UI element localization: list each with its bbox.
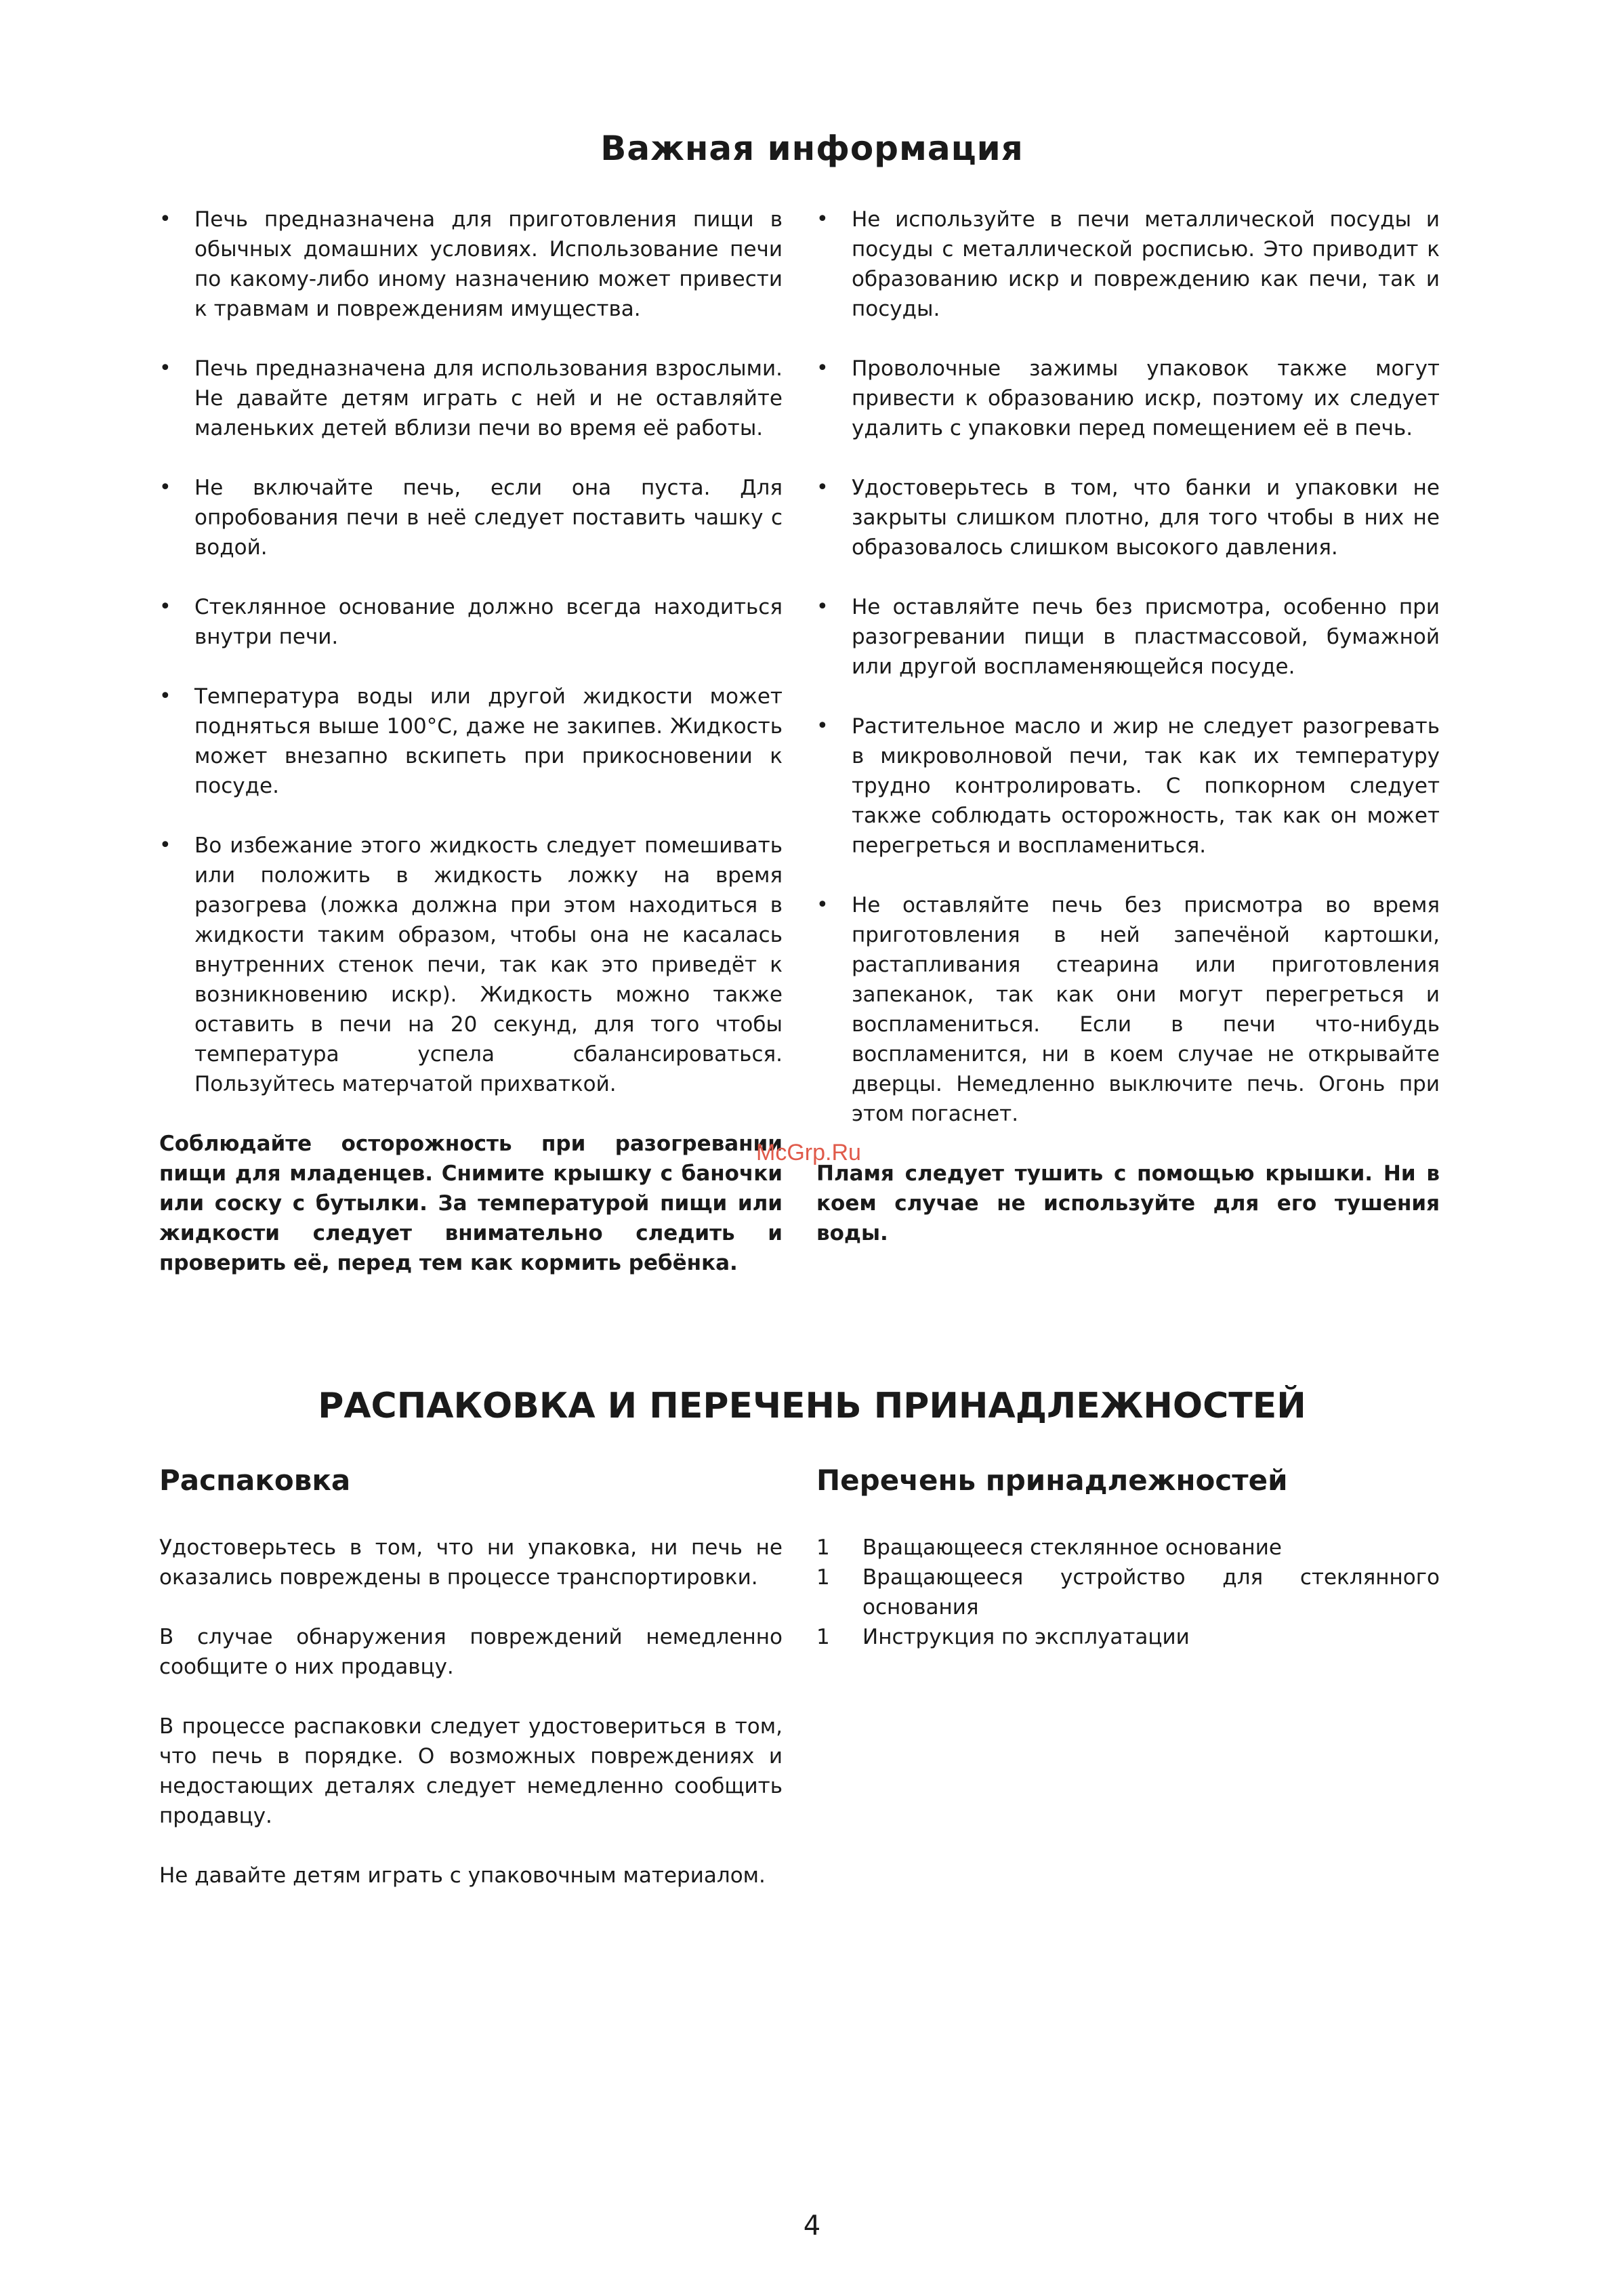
list-item: • Не используйте в печи металлической посуды и посуды с металлической росписью. Это приводит к образованию искр и повреждению как печи, так и посуды. [816, 205, 1440, 324]
paragraph: Не давайте детям играть с упаковочным материалом. [159, 1863, 766, 1888]
paragraph: В процессе распаковки следует удостовериться в том, что печь в порядке. О возможных повреждениях и недостающих деталях следует немедленно сообщить продавцу. [159, 1714, 783, 1828]
accessory-qty: 1 [816, 1535, 830, 1560]
accessory-name: Вращающееся стеклянное основание [862, 1535, 1282, 1560]
left-column [159, 205, 783, 1278]
section-title: РАСПАКОВКА И ПЕРЕЧЕНЬ ПРИНАДЛЕЖНОСТЕЙ [318, 1386, 1306, 1426]
accessory-name: Вращающееся устройство для стеклянного основания [862, 1565, 1440, 1619]
infant-food-warning: Соблюдайте осторожность при разогревании пищи для младенцев. Снимите крышку с баночки или соску с бутылки. За температурой пищи или жидкости следует внимательно следить и проверить её, перед тем как кормить ребёнка. [159, 1132, 783, 1275]
accessory-row [816, 1533, 1440, 1563]
list-item: • Во избежание этого жидкость следует помешивать или положить в жидкость ложку на время разогрева (ложка должна при этом находиться в жидкости таким образом, чтобы она не касалась внутренних стенок печи, так как это приведёт к возникновению искр). Жидкость можно также оставить в печи на 20 секунд, для того чтобы температура успела сбалансироваться. Пользуйтесь матерчатой прихваткой. [159, 831, 783, 1099]
accessories-list [816, 1533, 1440, 1652]
page-number: 4 [803, 2210, 821, 2242]
accessory-row [816, 1622, 1440, 1652]
watermark: McGrp.Ru [756, 1140, 861, 1165]
accessory-qty: 1 [816, 1565, 830, 1590]
list-item: • Не оставляйте печь без присмотра во время приготовления в ней запечёной картошки, растапливания стеарина или приготовления запеканок, так как они могут перегреться и воспламениться. Если в печи что-нибудь воспламенится, ни в коем случае не открывайте дверцы. Немедленно выключите печь. Огонь при этом погаснет. [816, 890, 1440, 1129]
list-item: • Печь предназначена для использования взрослыми. Не давайте детям играть с ней и не оставляйте маленьких детей вблизи печи во время её работы. [159, 354, 783, 443]
paragraph: В случае обнаружения повреждений немедленно сообщите о них продавцу. [159, 1625, 783, 1679]
right-column [816, 205, 1440, 1248]
paragraph: Удостоверьтесь в том, что ни упаковка, ни печь не оказались повреждены в процессе транспортировки. [159, 1535, 783, 1590]
right-bullet-list [816, 205, 1440, 1129]
page-title: Важная информация [600, 129, 1024, 168]
list-item: • Печь предназначена для приготовления пищи в обычных домашних условиях. Использование печи по какому-либо иному назначению может привести к травмам и повреждениям имущества. [159, 205, 783, 324]
list-item: • Не включайте печь, если она пуста. Для опробования печи в неё следует поставить чашку с водой. [159, 473, 783, 562]
accessories-heading: Перечень принадлежностей [816, 1464, 1288, 1497]
accessory-qty: 1 [816, 1625, 830, 1649]
left-bullet-list [159, 205, 783, 1099]
list-item: • Не оставляйте печь без присмотра, особенно при разогревании пищи в пластмассовой, бумажной или другой воспламеняющейся посуде. [816, 592, 1440, 682]
list-item: • Стеклянное основание должно всегда находиться внутри печи. [159, 592, 783, 652]
unpacking-text [159, 1533, 783, 1920]
accessory-name: Инструкция по эксплуатации [862, 1625, 1190, 1649]
list-item: • Температура воды или другой жидкости может подняться выше 100°С, даже не закипев. Жидкость может внезапно вскипеть при прикосновении к посуде. [159, 682, 783, 801]
list-item: • Удостоверьтесь в том, что банки и упаковки не закрыты слишком плотно, для того чтобы в них не образовалось слишком высокого давления. [816, 473, 1440, 562]
list-item: • Растительное масло и жир не следует разогревать в микроволновой печи, так как их температуру трудно контролировать. С попкорном следует также соблюдать осторожность, так как он может перегреться и воспламениться. [816, 711, 1440, 861]
accessory-row [816, 1563, 1440, 1622]
fire-warning: Пламя следует тушить с помощью крышки. Ни в коем случае не используйте для его тушения воды. [816, 1161, 1440, 1245]
unpacking-heading: Распаковка [159, 1464, 351, 1497]
list-item: • Проволочные зажимы упаковок также могут привести к образованию искр, поэтому их следует удалить с упаковки перед помещением её в печь. [816, 354, 1440, 443]
